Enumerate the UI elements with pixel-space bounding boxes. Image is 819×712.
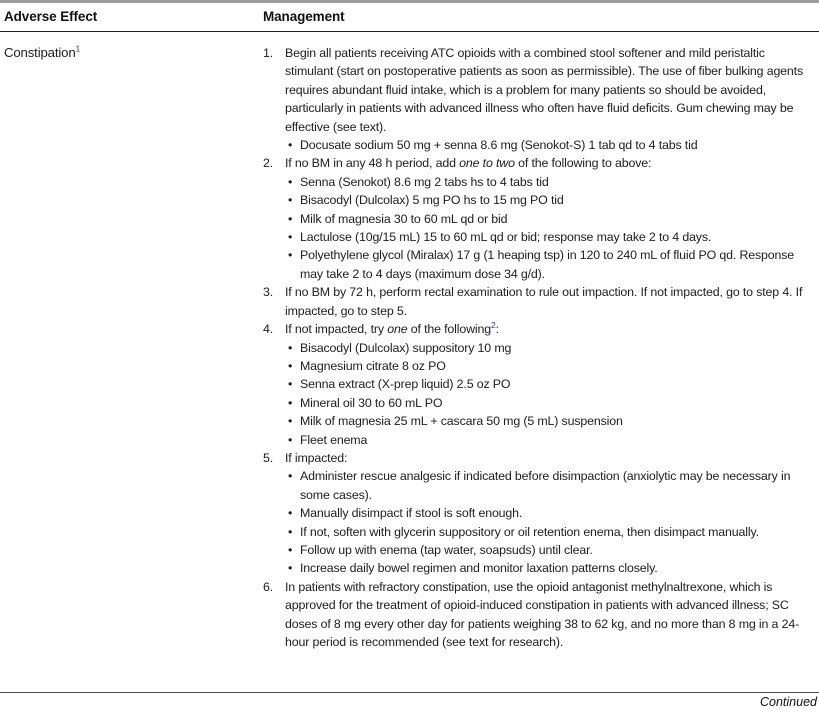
text-segment: Mineral oil 30 to 60 mL PO — [300, 395, 443, 410]
footnote-ref-1: 1 — [75, 43, 81, 54]
bullet-icon: • — [288, 138, 293, 153]
bullet-text — [300, 467, 815, 504]
text-segment: Senna extract (X-prep liquid) 2.5 oz PO — [300, 377, 511, 392]
management-bullet — [285, 467, 815, 504]
bullet-icon: • — [288, 230, 293, 245]
management-bullet — [285, 412, 815, 430]
management-bullet — [285, 357, 815, 375]
bullet-text — [300, 228, 815, 246]
step-text — [285, 320, 815, 338]
bullet-text — [300, 523, 815, 541]
column-header-management: Management — [263, 9, 345, 24]
management-bullet — [285, 136, 815, 154]
bullet-text — [300, 412, 815, 430]
emphasized-text: one to two — [459, 156, 515, 171]
management-bullet — [285, 375, 815, 393]
text-segment: Senna (Senokot) 8.6 mg 2 tabs hs to 4 tabs tid — [300, 174, 549, 189]
management-bullet — [285, 504, 815, 522]
continued-label: Continued — [760, 695, 817, 709]
bullet-text — [300, 357, 815, 375]
step-body — [285, 578, 815, 652]
table-header-row — [0, 3, 819, 32]
bullet-icon: • — [288, 358, 293, 373]
management-bullet — [285, 210, 815, 228]
bullet-icon: • — [288, 211, 293, 226]
step-number: 5. — [263, 450, 274, 465]
bullet-text — [300, 394, 815, 412]
management-step — [263, 44, 815, 154]
step-number: 1. — [263, 46, 274, 60]
text-segment: Magnesium citrate 8 oz PO — [300, 358, 446, 373]
bullet-icon: • — [288, 506, 293, 521]
bullet-text — [300, 541, 815, 559]
step-text — [285, 283, 815, 320]
management-bullet — [285, 559, 815, 577]
bullet-icon: • — [288, 340, 293, 355]
bullet-text — [300, 504, 815, 522]
text-segment: If no BM in any 48 h period, add — [285, 156, 460, 171]
text-segment: Milk of magnesia 30 to 60 mL qd or bid — [300, 211, 508, 226]
management-bullet — [285, 173, 815, 191]
text-segment: Fleet enema — [300, 432, 368, 447]
column-header-adverse-effect: Adverse Effect — [4, 9, 98, 24]
bullet-text — [300, 559, 815, 577]
management-bullet — [285, 228, 815, 246]
step-body — [285, 283, 815, 320]
bullet-text — [300, 246, 815, 283]
text-segment: Lactulose (10g/15 mL) 15 to 60 mL qd or bid; response may take 2 to 4 days. — [300, 230, 712, 245]
text-segment: In patients with refractory constipation, use the opioid antagonist methylnaltrexone, which is approved for the treatment of opioid-induced constipation in patients with advanced illness; SC doses of 8 mg every other day for patients weighing 38 to 62 kg, and no more than 8 mg in a 24-hour period is recommended (see text for research). — [285, 579, 800, 649]
management-bullet — [285, 431, 815, 449]
management-step — [263, 578, 815, 652]
text-segment: If not impacted, try — [285, 322, 388, 337]
text-segment: : — [495, 322, 499, 337]
text-segment: If not, soften with glycerin suppository or oil retention enema, then disimpact manually. — [300, 524, 759, 539]
text-segment: Increase daily bowel regimen and monitor laxation patterns closely. — [300, 561, 658, 576]
bullet-text — [300, 136, 815, 154]
text-segment: Polyethylene glycol (Miralax) 17 g (1 heaping tsp) in 120 to 240 mL of fluid PO qd. Response may take 2 to 4 days (maximum dose 34 g/d). — [300, 248, 795, 281]
management-step — [263, 283, 815, 320]
bullet-icon: • — [288, 395, 293, 410]
bullet-icon: • — [288, 524, 293, 539]
management-step — [263, 320, 815, 449]
management-bullet — [285, 246, 815, 283]
step-text — [285, 578, 815, 652]
bullet-icon: • — [288, 432, 293, 447]
step-number: 6. — [263, 579, 274, 594]
text-segment: Follow up with enema (tap water, soapsuds) until clear. — [300, 542, 593, 557]
emphasized-text: one — [387, 322, 408, 337]
text-segment: of the following to above: — [514, 156, 652, 171]
adverse-effect-cell — [0, 44, 263, 651]
bullet-icon: • — [288, 542, 293, 557]
step-text — [285, 449, 815, 467]
bullet-text — [300, 210, 815, 228]
step-number: 4. — [263, 322, 274, 337]
step-number: 2. — [263, 156, 274, 171]
text-segment: Bisacodyl (Dulcolax) 5 mg PO hs to 15 mg PO tid — [300, 193, 564, 208]
step-text — [285, 44, 815, 136]
bullet-icon: • — [288, 248, 293, 263]
step-body — [285, 154, 815, 283]
step-body — [285, 44, 815, 154]
bullet-text — [300, 375, 815, 393]
step-text — [285, 154, 815, 172]
text-segment: If no BM by 72 h, perform rectal examination to rule out impaction. If not impacted, go to step 4. If impacted, go to step 5. — [285, 285, 803, 318]
bullet-icon: • — [288, 174, 293, 189]
bullet-icon: • — [288, 377, 293, 392]
bullet-icon: • — [288, 414, 293, 429]
step-number: 3. — [263, 285, 274, 300]
management-cell — [263, 44, 819, 651]
bullet-icon: • — [288, 469, 293, 484]
management-bullet — [285, 339, 815, 357]
bullet-icon: • — [288, 561, 293, 576]
text-segment: Administer rescue analgesic if indicated before disimpaction (anxiolytic may be necessary in some cases). — [300, 469, 791, 502]
text-segment: If impacted: — [285, 450, 348, 465]
management-bullet — [285, 394, 815, 412]
footnote-ref: 2 — [491, 319, 496, 330]
text-segment: Begin all patients receiving ATC opioids with a combined stool softener and mild peristaltic stimulant (start on postoperative patients as soon as permissible). The use of fiber bulking agents requires abundant fluid intake, which is a problem for many patients so should be avoided, particularly in patients with advanced illness who often have fluid deficits. Gum chewing may be effective (see text). — [285, 46, 804, 134]
management-step — [263, 449, 815, 578]
management-bullet — [285, 541, 815, 559]
management-bullet — [285, 191, 815, 209]
text-segment: of the following — [407, 322, 492, 337]
table-footer — [0, 692, 819, 709]
bullet-text — [300, 191, 815, 209]
text-segment: Milk of magnesia 25 mL + cascara 50 mg (5 mL) suspension — [300, 414, 623, 429]
management-step — [263, 154, 815, 283]
bullet-icon: • — [288, 193, 293, 208]
text-segment: Manually disimpact if stool is soft enough. — [300, 506, 523, 521]
management-bullet — [285, 523, 815, 541]
text-segment: Bisacodyl (Dulcolax) suppository 10 mg — [300, 340, 512, 355]
step-body — [285, 449, 815, 578]
step-body — [285, 320, 815, 449]
text-segment: Docusate sodium 50 mg + senna 8.6 mg (Senokot-S) 1 tab qd to 4 tabs tid — [300, 138, 698, 153]
adverse-effect-label: Constipation — [4, 45, 76, 60]
bullet-text — [300, 431, 815, 449]
bullet-text — [300, 339, 815, 357]
bullet-text — [300, 173, 815, 191]
table-body-row — [0, 32, 819, 651]
